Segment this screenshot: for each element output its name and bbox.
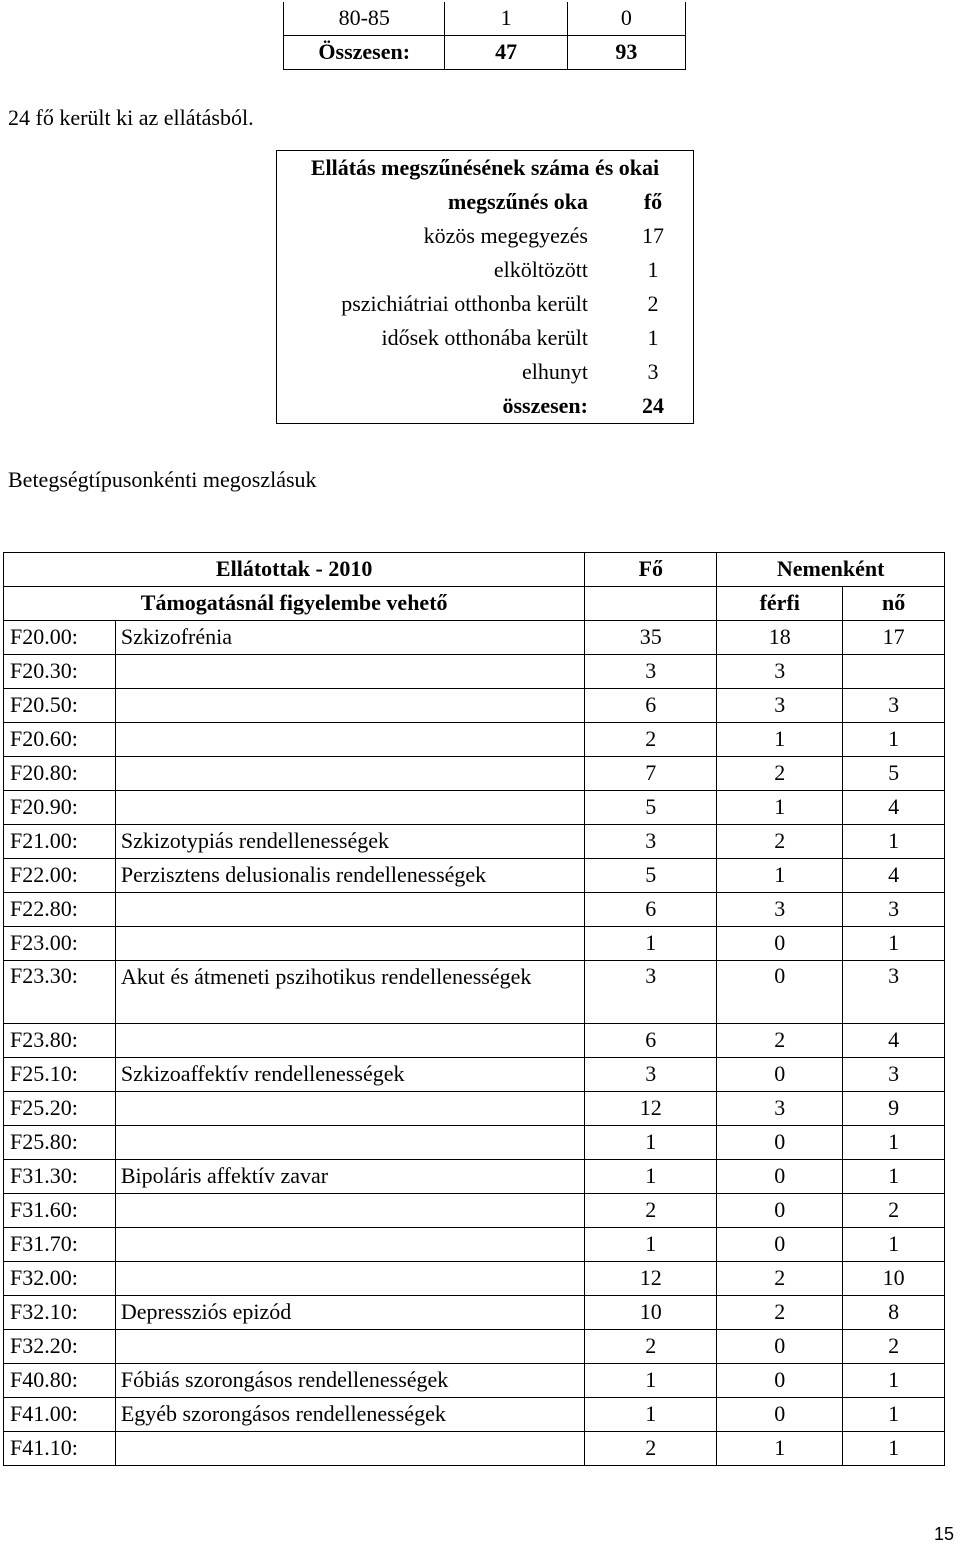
diagnosis-code-cell: F22.80: [4,893,116,927]
female-header: nő [843,587,945,621]
table-row [4,757,945,791]
male-count-cell: 18 [717,621,843,655]
female-count-cell: 2 [843,1194,945,1228]
table-row [4,1398,945,1432]
female-count-cell: 1 [843,1160,945,1194]
diagnosis-name-cell [115,655,584,689]
total-count-cell: 6 [585,689,717,723]
table-row [4,1262,945,1296]
male-count-cell: 2 [717,825,843,859]
male-count-cell: 0 [717,1398,843,1432]
diagnosis-name-cell: Perzisztens delusionalis rendellenességek [115,859,584,893]
female-count-cell: 1 [843,1228,945,1262]
reason-cell: elhunyt [522,358,588,384]
female-count-cell: 9 [843,1092,945,1126]
total-count-cell: 2 [585,723,717,757]
female-count-cell: 4 [843,859,945,893]
diagnosis-name-cell [115,757,584,791]
total-count-cell: 35 [585,621,717,655]
table-row [4,655,945,689]
diagnosis-code-cell: F23.30: [4,961,116,1024]
diagnosis-name-cell: Egyéb szorongásos rendellenességek [115,1398,584,1432]
diagnosis-code-cell: F31.60: [4,1194,116,1228]
total-count-cell: 5 [585,791,717,825]
table-row [4,689,945,723]
table-row [284,2,686,36]
total-female: 93 [567,36,685,70]
total-count-cell: 5 [585,859,717,893]
diagnosis-code-cell: F41.00: [4,1398,116,1432]
diagnosis-code-cell: F41.10: [4,1432,116,1466]
fo-header: Fő [585,553,717,587]
count-header: fő [643,188,663,214]
total-count-cell: 10 [585,1296,717,1330]
total-row [284,36,686,70]
male-count-cell: 3 [717,1092,843,1126]
table-row [4,961,945,1024]
diagnosis-name-cell [115,1330,584,1364]
diagnosis-code-cell: F32.00: [4,1262,116,1296]
count-cell: 2 [647,290,659,316]
female-count-cell: 10 [843,1262,945,1296]
total-count-cell: 1 [585,1126,717,1160]
diagnosis-code-cell: F21.00: [4,825,116,859]
diagnosis-name-cell: Szkizoaffektív rendellenességek [115,1058,584,1092]
total-count-cell: 1 [585,1364,717,1398]
diagnosis-name-cell [115,927,584,961]
total-count-cell: 3 [585,655,717,689]
diagnosis-name-cell [115,1194,584,1228]
table-row [4,791,945,825]
termination-total-row [277,389,694,424]
total-label: Összesen: [284,36,445,70]
exits-paragraph: 24 fő került ki az ellátásból. [8,105,254,130]
diagnosis-subtitle: Támogatásnál figyelembe vehető [4,587,585,621]
table-row [4,1364,945,1398]
reason-cell: idősek otthonába került [381,324,588,350]
total-count-cell: 2 [585,1194,717,1228]
male-count-cell: 1 [717,791,843,825]
total-count-cell: 2 [585,1432,717,1466]
diagnosis-code-cell: F25.20: [4,1092,116,1126]
diagnosis-name-cell [115,1092,584,1126]
table-row [4,1160,945,1194]
male-count-cell: 1 [717,859,843,893]
female-count-cell: 1 [843,1126,945,1160]
table-row [4,1194,945,1228]
table-row [4,1228,945,1262]
male-count-cell: 0 [717,1058,843,1092]
female-count-cell: 5 [843,757,945,791]
table-row [4,1092,945,1126]
diagnosis-title: Ellátottak - 2010 [4,553,585,587]
age-gender-table [283,2,686,70]
total-count-cell: 2 [585,1330,717,1364]
male-count-cell: 1 [717,1432,843,1466]
diagnosis-code-cell: F20.80: [4,757,116,791]
table-row [4,893,945,927]
reason-cell: közös megegyezés [423,222,588,248]
diagnosis-code-cell: F31.30: [4,1160,116,1194]
female-count-cell: 1 [843,1432,945,1466]
count-cell: 1 [647,324,659,350]
diagnosis-code-cell: F22.00: [4,859,116,893]
male-count-cell: 3 [717,893,843,927]
total-count-cell: 6 [585,893,717,927]
fo-subheader-empty [585,587,717,621]
male-count-cell: 2 [717,1296,843,1330]
female-count-cell: 2 [843,1330,945,1364]
male-count-cell: 0 [717,961,843,1024]
total-count-cell: 3 [585,825,717,859]
count-cell: 1 [647,256,659,282]
female-count-cell: 8 [843,1296,945,1330]
diagnosis-header-row [4,553,945,587]
table-row [4,1296,945,1330]
termination-header-row [277,185,694,219]
termination-table [276,150,694,424]
diagnosis-code-cell: F20.90: [4,791,116,825]
total-count-cell: 12 [585,1262,717,1296]
count-cell: 3 [647,358,659,384]
diagnosis-code-cell: F20.50: [4,689,116,723]
diagnosis-name-cell: Bipoláris affektív zavar [115,1160,584,1194]
male-count-cell: 3 [717,689,843,723]
by-gender-header: Nemenként [717,553,945,587]
diagnosis-code-cell: F31.70: [4,1228,116,1262]
female-count-cell: 1 [843,927,945,961]
diagnosis-name-cell [115,1262,584,1296]
male-count-cell: 2 [717,1024,843,1058]
diagnosis-name-cell: Fóbiás szorongásos rendellenességek [115,1364,584,1398]
female-count-cell: 3 [843,961,945,1024]
table-row [4,825,945,859]
total-male: 47 [445,36,567,70]
age-range-cell: 80-85 [284,2,445,36]
female-count-cell: 0 [567,2,685,36]
male-count-cell: 0 [717,1126,843,1160]
total-count-cell: 1 [585,1398,717,1432]
diagnosis-code-cell: F25.10: [4,1058,116,1092]
diagnosis-code-cell: F20.00: [4,621,116,655]
male-count-cell: 0 [717,1194,843,1228]
total-count-cell: 12 [585,1092,717,1126]
male-header: férfi [717,587,843,621]
diagnosis-name-cell [115,1228,584,1262]
diagnosis-subheader-row [4,587,945,621]
diagnosis-name-cell: Akut és átmeneti pszihotikus rendellenességek [115,961,584,1024]
table-row [4,1126,945,1160]
male-count-cell: 0 [717,927,843,961]
diagnosis-name-cell: Depressziós epizód [115,1296,584,1330]
table-row [277,253,694,287]
diagnosis-name-cell [115,1024,584,1058]
female-count-cell: 1 [843,723,945,757]
male-count-cell: 0 [717,1330,843,1364]
diagnosis-name-cell [115,1126,584,1160]
table-row [277,321,694,355]
table-row [4,1024,945,1058]
total-count-cell: 3 [585,961,717,1024]
total-count-cell: 6 [585,1024,717,1058]
female-count-cell: 3 [843,893,945,927]
total-count: 24 [642,392,664,418]
male-count-cell: 0 [717,1364,843,1398]
total-count-cell: 7 [585,757,717,791]
diagnosis-name-cell [115,893,584,927]
page-number: 15 [933,1524,954,1544]
diagnosis-code-cell: F32.20: [4,1330,116,1364]
table-row [4,621,945,655]
table-row [277,287,694,321]
diagnosis-name-cell: Szkizofrénia [115,621,584,655]
table-row [4,1330,945,1364]
total-label: összesen: [502,392,588,418]
diagnosis-code-cell: F20.60: [4,723,116,757]
diagnosis-code-cell: F23.80: [4,1024,116,1058]
male-count-cell: 0 [717,1228,843,1262]
total-count-cell: 3 [585,1058,717,1092]
female-count-cell: 1 [843,1398,945,1432]
total-count-cell: 1 [585,1160,717,1194]
diagnosis-name-cell [115,1432,584,1466]
female-count-cell: 1 [843,1364,945,1398]
diagnosis-code-cell: F25.80: [4,1126,116,1160]
table-row [277,219,694,253]
female-count-cell: 4 [843,791,945,825]
female-count-cell: 3 [843,689,945,723]
diagnosis-name-cell [115,689,584,723]
diagnosis-name-cell [115,723,584,757]
female-count-cell [843,655,945,689]
male-count-cell: 1 [717,723,843,757]
total-count-cell: 1 [585,927,717,961]
female-count-cell: 17 [843,621,945,655]
total-count-cell: 1 [585,1228,717,1262]
table-row [4,927,945,961]
diagnosis-name-cell [115,791,584,825]
table-row [277,355,694,389]
table-row [4,723,945,757]
termination-title: Ellátás megszűnésének száma és okai [310,154,660,180]
female-count-cell: 4 [843,1024,945,1058]
male-count-cell: 3 [717,655,843,689]
reason-cell: elköltözött [493,256,588,282]
table-row [4,859,945,893]
female-count-cell: 3 [843,1058,945,1092]
male-count-cell: 0 [717,1160,843,1194]
reason-cell: pszichiátriai otthonba került [341,290,588,316]
diagnosis-code-cell: F23.00: [4,927,116,961]
table-row [4,1432,945,1466]
distribution-paragraph: Betegségtípusonkénti megoszlásuk [8,467,317,492]
diagnosis-code-cell: F32.10: [4,1296,116,1330]
diagnosis-code-cell: F20.30: [4,655,116,689]
diagnosis-table [3,552,945,1466]
male-count-cell: 1 [445,2,567,36]
male-count-cell: 2 [717,757,843,791]
diagnosis-code-cell: F40.80: [4,1364,116,1398]
table-row [4,1058,945,1092]
count-cell: 17 [642,222,664,248]
male-count-cell: 2 [717,1262,843,1296]
diagnosis-name-cell: Szkizotypiás rendellenességek [115,825,584,859]
female-count-cell: 1 [843,825,945,859]
reason-header: megszűnés oka [448,188,588,214]
